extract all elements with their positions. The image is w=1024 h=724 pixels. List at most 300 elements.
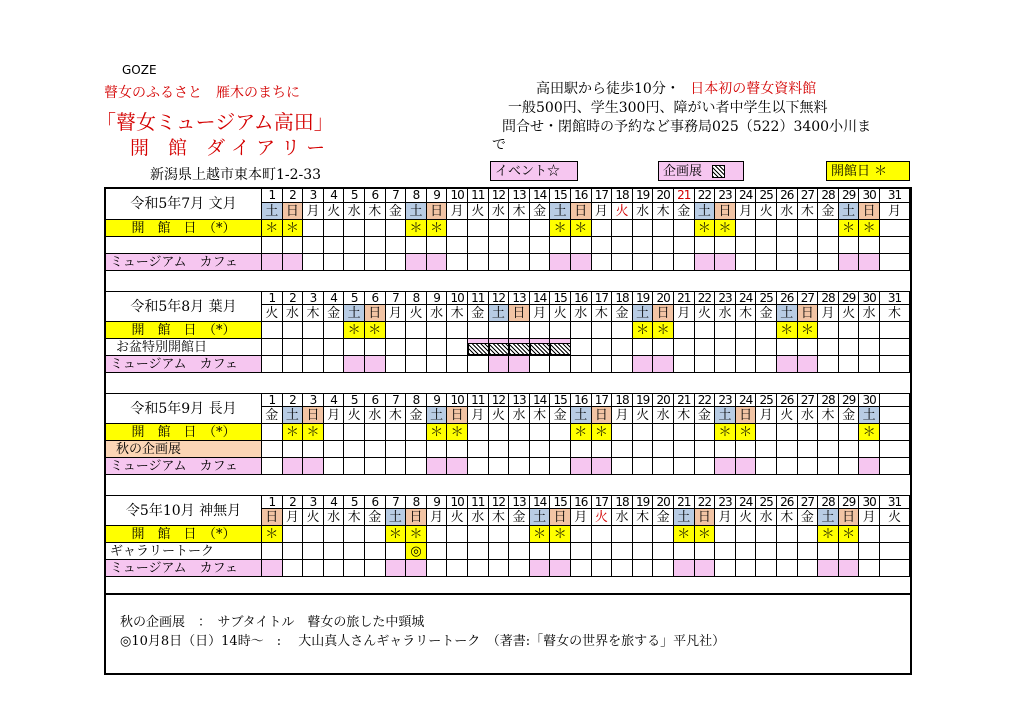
weekday: 木 [365,203,386,220]
schedule-cell [592,543,613,560]
access-info [536,78,816,98]
schedule-cell [489,543,510,560]
weekday: 火 [468,203,489,220]
day-number: 16 [571,291,592,305]
day-number: 3 [303,291,324,305]
weekday: 水 [427,305,448,322]
schedule-cell [715,543,736,560]
schedule-cell [447,560,468,577]
schedule-cell [427,441,448,458]
schedule-cell [756,458,777,475]
schedule-cell [283,543,304,560]
day-number: 6 [365,495,386,509]
schedule-cell [592,526,613,543]
schedule-cell [468,254,489,271]
schedule-cell [859,543,880,560]
note-gallery-talk: ◎10月8日（日）14時～ : 大山真人さんギャラリートーク （著書:「瞽女の世界を旅する」平凡社） [120,634,726,649]
schedule-cell [324,441,345,458]
schedule-cell [571,356,592,373]
schedule-cell [283,526,304,543]
schedule-cell [283,458,304,475]
legend-event [490,161,578,181]
schedule-cell [736,543,757,560]
weekday: 水 [777,203,798,220]
weekday: 火 [447,509,468,526]
schedule-cell [550,356,571,373]
schedule-cell [633,424,654,441]
schedule-cell [777,237,798,254]
schedule-cell [324,543,345,560]
weekday: 金 [530,203,551,220]
schedule-cell [715,560,736,577]
day-number: 10 [447,291,468,305]
schedule-cell [365,441,386,458]
note-exhibition: 秋の企画展 ： サブタイトル 瞽女の旅した中頸城 [120,615,425,630]
schedule-cell [468,526,489,543]
weekday: 金 [653,509,674,526]
schedule-cell [798,254,819,271]
schedule-cell [447,237,468,254]
schedule-cell [468,339,489,356]
schedule-cell [303,356,324,373]
schedule-cell [509,254,530,271]
weekday: 火 [344,407,365,424]
schedule-cell [344,220,365,237]
row-label-open: 開 館 日 （*） [106,526,262,543]
day-number: 14 [530,189,551,203]
weekday: 木 [674,407,695,424]
day-number: 13 [509,189,530,203]
schedule-cell [262,543,283,560]
day-number: 9 [427,495,448,509]
weekday: 木 [530,407,551,424]
schedule-cell [592,560,613,577]
schedule-cell [303,220,324,237]
schedule-cell [736,220,757,237]
schedule-cell [859,526,880,543]
schedule-cell [489,254,510,271]
schedule-cell: ＊ [859,424,880,441]
schedule-cell [756,220,777,237]
schedule-cell [530,322,551,339]
row-label-cafe: ミュージアム カフェ [106,560,262,577]
schedule-cell [633,560,654,577]
schedule-cell [777,543,798,560]
schedule-cell [344,560,365,577]
weekday: 土 [530,509,551,526]
day-number: 5 [344,495,365,509]
legend-event-label: イベント☆ [495,164,561,179]
schedule-cell [859,356,880,373]
schedule-cell [592,339,613,356]
weekday: 水 [612,509,633,526]
day-number: 4 [324,291,345,305]
schedule-cell: ＊ [715,424,736,441]
day-number: 21 [674,291,695,305]
row-label-cafe: ミュージアム カフェ [106,356,262,373]
weekday: 月 [386,305,407,322]
weekday: 月 [880,203,910,220]
schedule-cell [530,543,551,560]
day-number: 31 [880,291,910,305]
schedule-cell [839,543,860,560]
schedule-cell [798,560,819,577]
day-number: 27 [798,495,819,509]
day-number: 17 [592,393,613,407]
weekday: 月 [303,203,324,220]
day-number: 10 [447,495,468,509]
schedule-cell [344,339,365,356]
schedule-cell [550,458,571,475]
weekday: 火 [756,203,777,220]
schedule-cell [283,441,304,458]
day-number: 9 [427,291,448,305]
schedule-cell [571,441,592,458]
address: 新潟県上越市東本町1-2-33 [150,167,322,183]
schedule-cell: ＊ [344,322,365,339]
schedule-cell [283,322,304,339]
schedule-cell: ＊ [818,526,839,543]
schedule-cell [571,526,592,543]
day-number: 21 [674,189,695,203]
schedule-cell [427,339,448,356]
schedule-cell [509,322,530,339]
weekday: 火 [695,305,716,322]
schedule-cell [612,441,633,458]
schedule-cell [530,441,551,458]
calendar-table [104,187,912,595]
schedule-cell [386,339,407,356]
day-number: 4 [324,189,345,203]
schedule-cell [303,441,324,458]
schedule-cell [386,424,407,441]
schedule-cell [283,237,304,254]
weekday: 土 [571,407,592,424]
schedule-cell [447,543,468,560]
weekday: 月 [756,407,777,424]
schedule-cell [303,543,324,560]
schedule-cell [818,356,839,373]
schedule-cell [839,424,860,441]
weekday: 火 [612,203,633,220]
schedule-cell [303,560,324,577]
schedule-cell: ＊ [571,220,592,237]
day-number: 16 [571,393,592,407]
schedule-cell [715,322,736,339]
schedule-cell: ＊ [447,424,468,441]
weekday: 火 [736,509,757,526]
schedule-cell: ◎ [406,543,427,560]
schedule-cell: ＊ [262,220,283,237]
schedule-cell [633,356,654,373]
weekday: 月 [447,203,468,220]
schedule-cell [550,560,571,577]
schedule-cell [756,254,777,271]
schedule-cell [427,458,448,475]
schedule-cell [427,560,448,577]
schedule-cell: ＊ [406,526,427,543]
schedule-cell [880,424,910,441]
schedule-cell [550,424,571,441]
schedule-cell [324,560,345,577]
legend-exhibition [658,161,744,181]
red-tagline: 日本初の瞽女資料館 [690,81,817,97]
weekday: 土 [550,203,571,220]
day-number: 29 [839,393,860,407]
day-number: 28 [818,291,839,305]
schedule-cell [344,254,365,271]
weekday: 土 [715,407,736,424]
schedule-cell [365,458,386,475]
weekday: 金 [386,203,407,220]
schedule-cell [468,441,489,458]
day-number: 12 [489,393,510,407]
weekday: 金 [839,407,860,424]
day-number: 11 [468,393,489,407]
day-number: 11 [468,189,489,203]
hatch-icon [712,165,725,178]
schedule-cell [674,458,695,475]
weekday: 木 [509,203,530,220]
schedule-cell: ＊ [530,526,551,543]
schedule-cell [406,424,427,441]
schedule-cell [653,560,674,577]
weekday: 金 [798,509,819,526]
schedule-cell [880,526,910,543]
schedule-cell [633,441,654,458]
weekday: 金 [756,305,777,322]
schedule-cell [674,339,695,356]
schedule-cell [674,356,695,373]
weekday: 土 [674,509,695,526]
weekday: 木 [777,509,798,526]
schedule-cell [262,322,283,339]
schedule-cell [509,441,530,458]
schedule-cell [695,560,716,577]
schedule-cell [674,322,695,339]
schedule-cell [262,254,283,271]
schedule-cell [839,356,860,373]
weekday: 日 [447,407,468,424]
weekday: 火 [406,305,427,322]
weekday: 木 [447,305,468,322]
day-number: 22 [695,393,716,407]
weekday: 日 [798,305,819,322]
schedule-cell [880,254,910,271]
schedule-cell [530,458,551,475]
day-number: 31 [880,189,910,203]
schedule-cell [365,254,386,271]
day-number: 19 [633,495,654,509]
goze-label: GOZE [122,63,157,77]
weekday: 木 [798,203,819,220]
day-number: 24 [736,189,757,203]
schedule-cell [447,526,468,543]
day-number: 8 [406,291,427,305]
schedule-cell [530,237,551,254]
schedule-cell: ＊ [386,526,407,543]
schedule-cell [880,356,910,373]
schedule-cell [798,526,819,543]
day-number: 19 [633,291,654,305]
day-number: 2 [283,291,304,305]
schedule-cell [736,322,757,339]
weekday: 日 [653,305,674,322]
schedule-cell [756,322,777,339]
schedule-cell [427,526,448,543]
schedule-cell [839,322,860,339]
schedule-cell: ＊ [303,424,324,441]
weekday: 土 [427,407,448,424]
schedule-cell [447,356,468,373]
weekday: 月 [818,305,839,322]
schedule-cell [674,543,695,560]
schedule-cell [406,322,427,339]
contact-line2: で [492,137,506,153]
schedule-cell [736,339,757,356]
day-number: 13 [509,291,530,305]
schedule-cell [695,543,716,560]
schedule-cell [447,220,468,237]
day-number: 3 [303,393,324,407]
day-number: 23 [715,291,736,305]
schedule-cell [695,339,716,356]
schedule-cell [715,526,736,543]
weekday: 金 [818,203,839,220]
weekday: 火 [592,509,613,526]
weekday: 金 [262,407,283,424]
schedule-cell [695,458,716,475]
day-number: 20 [653,291,674,305]
schedule-cell [324,220,345,237]
day-number: 21 [674,495,695,509]
schedule-cell [798,543,819,560]
schedule-cell [612,356,633,373]
schedule-cell [571,254,592,271]
day-number: 29 [839,189,860,203]
schedule-cell [798,458,819,475]
day-number: 12 [489,189,510,203]
day-number: 17 [592,291,613,305]
schedule-cell [818,220,839,237]
schedule-cell [653,237,674,254]
weekday: 日 [509,305,530,322]
weekday: 日 [592,407,613,424]
weekday: 土 [386,509,407,526]
contact-line1: 問合せ・閉館時の予約など事務局025（522）3400小川ま [502,119,872,135]
weekday: 金 [324,305,345,322]
weekday: 金 [365,509,386,526]
schedule-cell [324,424,345,441]
weekday: 月 [715,509,736,526]
schedule-cell [365,220,386,237]
notes-box [104,595,912,675]
schedule-cell [386,322,407,339]
schedule-cell [468,322,489,339]
day-number: 7 [386,291,407,305]
schedule-cell [612,220,633,237]
weekday: 火 [777,407,798,424]
schedule-cell [839,441,860,458]
weekday: 月 [283,509,304,526]
schedule-cell [468,543,489,560]
schedule-cell [386,560,407,577]
day-number: 2 [283,189,304,203]
hatch-icon [530,343,551,355]
weekday: 水 [715,305,736,322]
schedule-cell [756,424,777,441]
schedule-cell [509,526,530,543]
weekday: 日 [427,203,448,220]
schedule-cell: ＊ [262,526,283,543]
weekday: 金 [406,407,427,424]
schedule-cell [818,441,839,458]
weekday: 木 [653,203,674,220]
day-number: 10 [447,189,468,203]
schedule-cell: ＊ [715,220,736,237]
row-label-open: 開 館 日 （*） [106,220,262,237]
schedule-cell [695,356,716,373]
weekday: 日 [571,203,592,220]
day-number: 6 [365,393,386,407]
schedule-cell [736,237,757,254]
weekday: 土 [283,407,304,424]
month-title: 令和5年8月 葉月 [106,291,262,322]
schedule-cell [571,339,592,356]
schedule-cell [756,237,777,254]
weekday: 火 [633,407,654,424]
schedule-cell: ＊ [839,220,860,237]
day-number: 11 [468,291,489,305]
schedule-cell [468,356,489,373]
schedule-cell [674,220,695,237]
weekday: 木 [736,305,757,322]
day-number: 8 [406,495,427,509]
schedule-cell [839,458,860,475]
weekday: 土 [489,305,510,322]
schedule-cell [386,254,407,271]
schedule-cell [612,424,633,441]
schedule-cell [653,220,674,237]
schedule-cell [715,339,736,356]
schedule-cell [262,424,283,441]
weekday: 水 [283,305,304,322]
schedule-cell [509,458,530,475]
schedule-cell [653,441,674,458]
day-number: 26 [777,495,798,509]
weekday: 水 [571,305,592,322]
schedule-cell: ＊ [674,526,695,543]
weekday: 土 [695,203,716,220]
schedule-cell [695,237,716,254]
day-number: 20 [653,189,674,203]
schedule-cell [509,339,530,356]
day-number: 6 [365,291,386,305]
weekday: 月 [468,407,489,424]
weekday: 水 [798,407,819,424]
schedule-cell [592,458,613,475]
weekday: 火 [839,305,860,322]
day-number: 11 [468,495,489,509]
schedule-cell: ＊ [592,424,613,441]
schedule-cell [344,356,365,373]
weekday: 金 [674,203,695,220]
schedule-cell [324,322,345,339]
schedule-cell: ＊ [777,322,798,339]
day-number: 13 [509,393,530,407]
day-number: 1 [262,189,283,203]
day-number: 14 [530,495,551,509]
